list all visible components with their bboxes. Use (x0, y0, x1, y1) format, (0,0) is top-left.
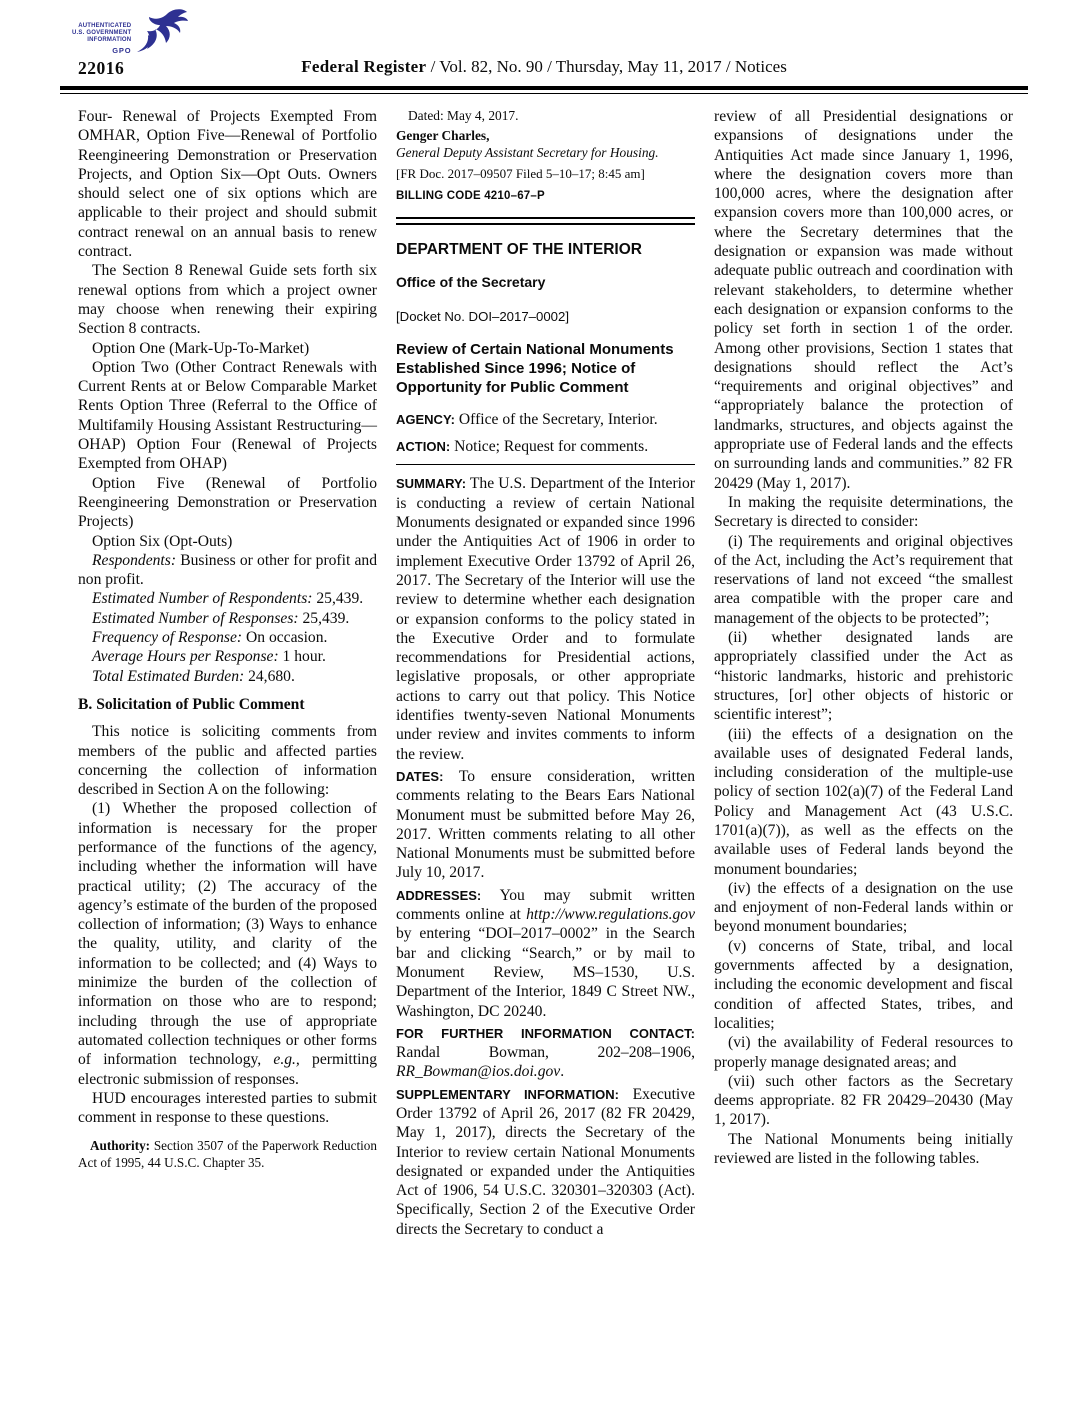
authority-label: Authority: (90, 1138, 151, 1154)
regulations-gov-url: http://www.regulations.gov (526, 906, 695, 924)
contact-label: FOR FURTHER INFORMATION CONTACT: (396, 1025, 695, 1041)
consideration-item: (v) concerns of State, tribal, and local governments affected by a designation, including the economic development and fiscal condition of affected States, tribes, and localities; (714, 937, 1013, 1032)
rule (396, 464, 695, 465)
dated-line: Dated: May 4, 2017. (408, 108, 519, 123)
field-line (78, 647, 377, 666)
journal-name: Federal Register (301, 57, 427, 76)
field-label: Estimated Number of Responses: (92, 609, 299, 627)
field-label: Respondents: (92, 551, 177, 569)
paragraph: This notice is soliciting comments from members of the public and affected parties concerning the collection of information described in Section A on the following: (78, 723, 377, 799)
paragraph: Four- Renewal of Projects Exempted From OMHAR, Option Five—Renewal of Portfolio Reengineering Demonstration or Preservation Projects, and Option Six—Opt Outs. Owners should select one of six options which are applicable to their project and should submit contract renewal on an annual basis to renew contract. (78, 108, 377, 261)
agency-line (396, 410, 695, 429)
docket-number: [Docket No. DOI–2017–0002] (396, 308, 570, 324)
field-label: Frequency of Response: (92, 629, 243, 647)
consideration-item: (ii) whether designated lands are appropriately classified under the Act as “historic landmarks, historic and prehistoric structures, [or] other objects of historic or scientific interest”; (714, 629, 1013, 724)
agency-label: AGENCY: (396, 411, 455, 427)
summary-label: SUMMARY: (396, 476, 467, 492)
gpo-logo-text (72, 23, 131, 55)
consideration-item: (vii) such other factors as the Secretary deems appropriate. 82 FR 20429–20430 (May 1, 2017). (714, 1072, 1013, 1129)
header-rule (60, 86, 1028, 94)
contact-text: Randal Bowman, 202–208–1906, (396, 1044, 695, 1062)
summary-paragraph (396, 474, 695, 763)
field-value: 25,439. (312, 590, 364, 608)
three-column-body (0, 94, 1088, 1239)
column-2 (396, 107, 695, 1239)
gpo-logo (72, 8, 189, 55)
contact-text: . (560, 1063, 565, 1081)
section-divider (396, 217, 695, 225)
gpo-eagle-icon (133, 8, 189, 54)
running-head-title (0, 57, 1088, 77)
section-heading: B. Solicitation of Public Comment (78, 695, 305, 713)
summary-text: The U.S. Department of the Interior is conducting a review of certain National Monuments designated or expanded since 1996 under the Antiquities Act of 1906 in order to implement Executive Order 13792 of April 26, 2017. The Secretary of the Interior will use the review to determine whether each designation or expansion conforms to the policy stated in the Executive Order and to formulate recommendations for Presidential actions, legislative proposals, or other appropriate actions to carry out that policy. This Notice identifies twenty-seven National Monuments under review and invites comments to inform the review. (396, 475, 695, 763)
field-label: Total Estimated Burden: (92, 667, 245, 685)
consideration-item: (iv) the effects of a designation on the use and enjoyment of non-Federal lands within or beyond monument boundaries; (714, 879, 1013, 936)
paragraph (78, 799, 377, 1088)
contact-email: RR_Bowman@ios.doi.gov (396, 1063, 561, 1081)
supplementary-text: Executive Order 13792 of April 26, 2017 (82 FR 20429, May 1, 2017), directs the Secretary of the Interior to review certain National Monuments designated or expanded under the Antiquities Act of 1906, 54 U.S.C. 320301–320303 (Act). Specifically, Section 2 of the Executive Order directs the Secretary to conduct a (396, 1085, 695, 1238)
field-line (78, 551, 377, 590)
latin-abbreviation: e.g., (273, 1051, 300, 1069)
action-value: Notice; Request for comments. (454, 438, 649, 456)
column-1 (78, 107, 377, 1239)
field-label: Average Hours per Response: (92, 648, 279, 666)
contact-paragraph (396, 1024, 695, 1082)
agency-value: Office of the Secretary, Interior. (458, 410, 658, 428)
action-label: ACTION: (396, 439, 451, 455)
option-line: Option One (Mark-Up-To-Market) (92, 339, 310, 357)
field-label: Estimated Number of Respondents: (92, 590, 313, 608)
billing-code: BILLING CODE 4210–67–P (396, 190, 545, 202)
paragraph-text: permitting electronic submission of responses. (78, 1051, 377, 1088)
paragraph: The Section 8 Renewal Guide sets forth six renewal options from which a project owner may choose when renewing their expiring Section 8 contracts. (78, 262, 377, 338)
dates-text: To ensure consideration, written comments relating to the Bears Ears National Monument must be submitted before May 26, 2017. Written comments relating to all other National Monuments must be submitted before July 10, 2017. (396, 767, 696, 882)
office-heading: Office of the Secretary (396, 274, 546, 291)
field-value: 25,439. (298, 609, 350, 627)
field-value: 1 hour. (278, 648, 326, 666)
running-head (0, 57, 1088, 81)
option-line: Option Two (Other Contract Renewals with Current Rents at or Below Comparable Market Rents Option Three (Referral to the Office of Multifamily Housing Assistant Restructuring—OHAP) Option Four (Renewal of Projects Exempted from OHAP) (78, 358, 377, 473)
paragraph: HUD encourages interested parties to submit comment in response to these questions. (78, 1089, 377, 1127)
gpo-logo-line: AUTHENTICATED (78, 23, 132, 29)
department-heading: DEPARTMENT OF THE INTERIOR (396, 241, 642, 258)
consideration-item: (i) The requirements and original objectives of the Act, including the Act’s requirement that reservations of land not exceed “the smallest area compatible with the proper care and management of the objects to be protected”; (714, 532, 1013, 627)
page-number: 22016 (78, 58, 125, 78)
field-line (78, 628, 377, 647)
addresses-text: by entering “DOI–2017–0002” in the Search bar and clicking “Search,” or by mail to Monument Review, MS–1530, U.S. Department of the Interior, 1849 C Street NW., Washington, DC 20240. (396, 925, 695, 1020)
supplementary-paragraph (396, 1085, 695, 1239)
paragraph-text: (1) Whether the proposed collection of information is necessary for the proper performance of the functions of the agency, including whether the information will have practical utility; (2) The accuracy of the agency’s estimate of the burden of the proposed collection of information; (3) Ways to enhance the quality, utility, and clarity of the information to be collected; and (4) Ways to minimize the burden of the collection of information on those who are to respond; including through the use of appropriate automated collection techniques or other forms of information technology, (78, 800, 377, 1069)
authority-text: Section 3507 of the Paperwork Reduction Act of 1995, 44 U.S.C. Chapter 35. (78, 1138, 377, 1171)
field-line (78, 609, 377, 628)
fr-doc-line: [FR Doc. 2017–09507 Filed 5–10–17; 8:45 am] (396, 166, 645, 181)
consideration-item: (vi) the availability of Federal resources to properly manage designated areas; and (714, 1034, 1013, 1071)
gpo-logo-acronym: GPO (112, 46, 132, 56)
field-line (78, 589, 377, 608)
addresses-label: ADDRESSES: (396, 887, 482, 903)
gpo-logo-line: U.S. GOVERNMENT (72, 30, 132, 37)
signer-title: General Deputy Assistant Secretary for Housing. (396, 145, 659, 160)
addresses-text: You may submit written comments online at (396, 886, 695, 924)
authority-note (78, 1138, 377, 1171)
consideration-item: (iii) the effects of a designation on the available uses of designated Federal lands, including consideration of the multiple-use policy of section 102(a)(7) of the Federal Land Policy and Management Act (43 U.S.C. 1701(a)(7)), as well as the effects on the available uses of Federal lands beyond the monument boundaries; (714, 725, 1013, 878)
column-3 (714, 107, 1013, 1239)
issue-info: / Vol. 82, No. 90 / Thursday, May 11, 2017 / Notices (426, 57, 787, 76)
field-line (78, 667, 377, 686)
supplementary-label: SUPPLEMENTARY INFORMATION: (396, 1086, 620, 1102)
action-line (396, 437, 695, 456)
option-line: Option Five (Renewal of Portfolio Reengineering Demonstration or Preservation Projects) (78, 474, 377, 531)
paragraph: In making the requisite determinations, the Secretary is directed to consider: (714, 493, 1013, 531)
field-value: 24,680. (244, 667, 295, 685)
addresses-paragraph (396, 886, 695, 1021)
notice-title: Review of Certain National Monuments Established Since 1996; Notice of Opportunity for Public Comment (396, 340, 674, 396)
dates-paragraph (396, 767, 695, 883)
signature-block (396, 107, 695, 205)
signer-name: Genger Charles, (396, 128, 490, 143)
option-line: Option Six (Opt-Outs) (92, 532, 233, 550)
paragraph: review of all Presidential designations or expansions of designations under the Antiquities Act made since January 1, 1996, where the designation covers more than 100,000 acres, where the designation after expansion covers more than 100,000 acres, or where the Secretary determines that the designation or expansion was made without adequate public outreach and coordination with relevant stakeholders, to determine whether each designation or expansion conforms to the policy set forth in section 1 of the order. Among other provisions, Section 1 states that designations should reflect the Act’s “requirements and original objectives” and “appropriately balance the protection of landmarks, structures, and objects against the appropriate use of Federal lands and the effects on surrounding lands and communities.” 82 FR 20429 (May 1, 2017). (714, 108, 1013, 492)
gpo-logo-line: INFORMATION (87, 37, 132, 44)
dates-label: DATES: (396, 768, 444, 784)
field-value: On occasion. (242, 629, 328, 647)
paragraph: The National Monuments being initially reviewed are listed in the following tables. (714, 1130, 1013, 1168)
field-value: Business or other for profit and non profit. (78, 551, 377, 589)
